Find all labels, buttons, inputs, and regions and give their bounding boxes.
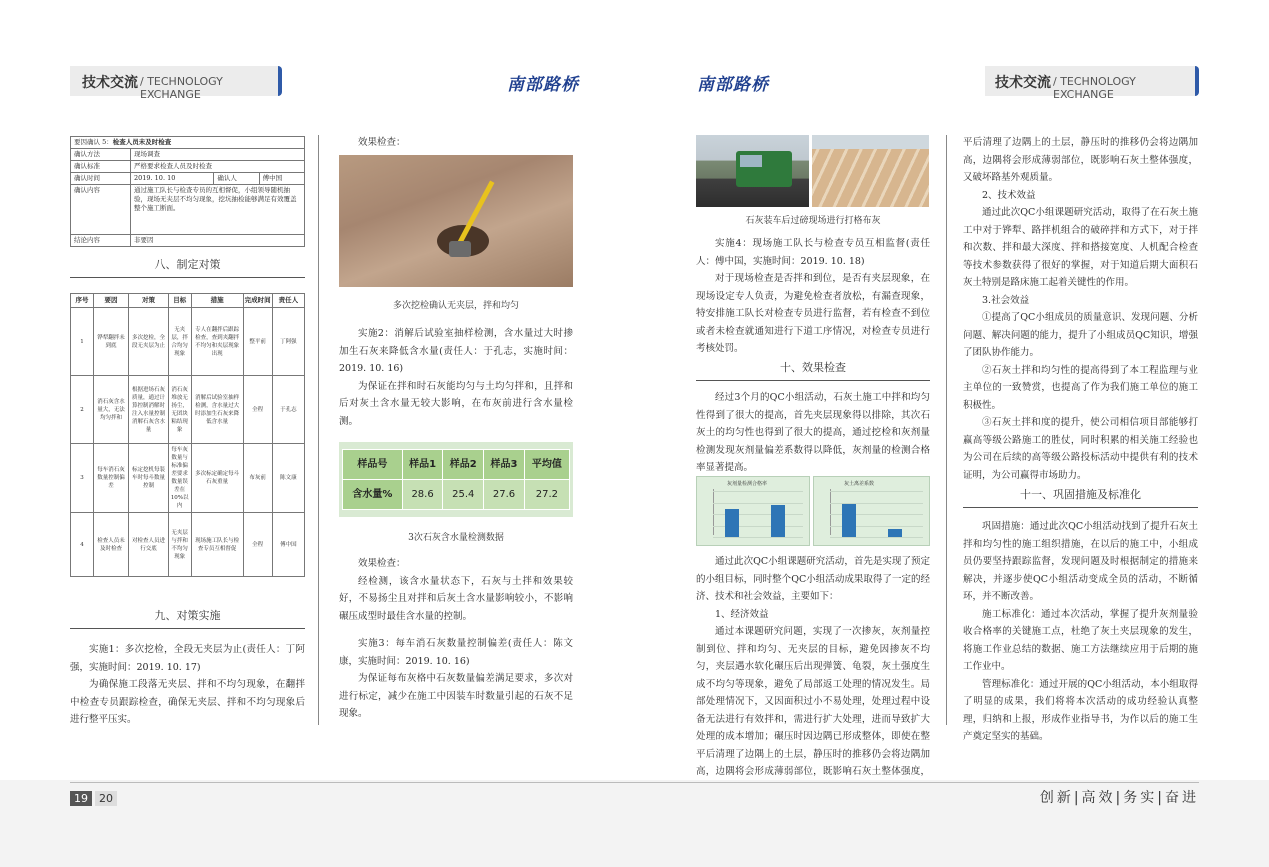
plan-table xyxy=(70,293,305,577)
sample-value-row xyxy=(343,480,570,510)
table-row xyxy=(71,513,305,577)
chart-bar xyxy=(842,504,856,537)
table-cell: 现场调查 xyxy=(131,149,305,161)
chart-deviation xyxy=(813,476,930,546)
table-cell: 确认标准 xyxy=(71,161,131,173)
effect2-label: 效果检查： xyxy=(358,558,406,569)
benefit-cont xyxy=(963,134,1198,484)
table-cell: 傅中国 xyxy=(272,513,304,577)
plan-table-wrap xyxy=(70,293,305,577)
photo-truck xyxy=(696,135,809,207)
table-cell: 确认时间 xyxy=(71,173,131,185)
table-cell: 于孔志 xyxy=(272,376,304,444)
consolidate-text xyxy=(963,518,1198,746)
table-cell: 27.6 xyxy=(484,480,525,510)
table-cell: 对检查人员进行交底 xyxy=(129,513,169,577)
table-cell: 消石灰含水量大，无法均匀拌和 xyxy=(93,376,128,444)
truck-cab xyxy=(740,155,762,167)
table-cell: 确认内容 xyxy=(71,185,131,235)
right-header-bar xyxy=(985,66,1195,101)
sample-header-row xyxy=(343,450,570,480)
table-cell: 3 xyxy=(71,444,94,513)
chart-pass-rate xyxy=(696,476,810,546)
effect-para xyxy=(696,389,930,477)
impl4-text xyxy=(696,235,930,358)
benefit-text xyxy=(696,553,930,798)
sample-caption: 3次石灰含水量检测数据 xyxy=(408,533,504,543)
sky xyxy=(812,135,929,149)
consolidate-item: 管理标准化：通过开展的QC小组活动，本小组取得了明显的成果，我们将将本次活动的成功经验认真整理，归纳和上报，形成作业指导书，为作以后的施工生产奠定坚实的基础。 xyxy=(963,678,1198,742)
table-header: 样品1 xyxy=(402,450,443,480)
impl1-body: 为确保施工段落无夹层、拌和不均匀现象，在翻拌中检查专员跟踪检查，确保无夹层、拌和不均匀现象后进行整平压实。 xyxy=(70,679,305,725)
benefit3-title: 3.社会效益 xyxy=(982,294,1030,306)
left-section-title: 技术交流 xyxy=(82,75,138,91)
impl2-title: 实施2：消解后试验室抽样检测，含水量过大时掺加生石灰来降低含水量(责任人：于孔志，实施时间：2019. 10. 16) xyxy=(339,328,573,374)
confirm-table xyxy=(70,136,305,247)
table-row xyxy=(71,308,305,376)
table-cell: 全程 xyxy=(243,513,272,577)
right-header-accent xyxy=(1195,66,1199,96)
table-header: 样品号 xyxy=(343,450,403,480)
left-section-subtitle: / TECHNOLOGY EXCHANGE xyxy=(140,75,223,101)
chart-title: 灰土离差系数 xyxy=(844,481,875,487)
table-header: 目标 xyxy=(168,294,191,308)
benefit2-body: 通过此次QC小组课题研究活动，取得了在石灰土施工中对于铧犁、路拌机组合的破碎拌和方式下，对于拌和次数、拌和最大深度、拌和搭接宽度、人机配合检查等技术参数获得了很好的掌握，对于知道后期大面积石灰土特别是路床施工起着关键性的作用。 xyxy=(963,207,1198,288)
chart-bar xyxy=(725,509,739,537)
table-cell: 通过施工队长与检查专员的互相督促，小组领导随机抽验，现场无夹层不均匀现象，挖坑抽检能够满足有效覆盖整个施工断面。 xyxy=(131,185,305,235)
impl1-title: 实施1：多次挖检，全段无夹层为止(责任人：丁阿强，实施时间：2019. 10. 17) xyxy=(70,644,305,673)
chart-bar xyxy=(771,505,785,537)
table-cell: 陈文康 xyxy=(272,444,304,513)
chart-title: 灰剂量检测合格率 xyxy=(727,481,768,487)
effect2-body: 经检测，该含水量状态下，石灰与土拌和效果较好，不易扬尘且对拌和后灰土含水量影响较小，不影响碾压成型时最佳含水量的控制。 xyxy=(339,575,573,622)
table-cell: 检查人员未及时检查 xyxy=(93,513,128,577)
section-heading: 八、制定对策 xyxy=(154,258,221,271)
table-cell: 多次挖检，全段无夹层为止 xyxy=(129,308,169,376)
table-cell: 含水量% xyxy=(343,480,403,510)
table-cell: 多次标定确定每斗石灰重量 xyxy=(191,444,243,513)
photo2-caption: 石灰装车后过磅现场进行打格布灰 xyxy=(745,216,881,226)
table-header: 要因 xyxy=(93,294,128,308)
brand-logo-right: 南部路桥 xyxy=(697,75,769,95)
table-cell: 确认方法 xyxy=(71,149,131,161)
table-row xyxy=(71,444,305,513)
table-row xyxy=(71,376,305,444)
effect2-text xyxy=(339,555,573,723)
confirm-table-title: 要因确认 5：检查人员未及时检查 xyxy=(71,137,305,149)
table-cell: 2 xyxy=(71,376,94,444)
table-header: 责任人 xyxy=(272,294,304,308)
section-heading: 九、对策实施 xyxy=(154,609,221,622)
effect-label-text: 效果检查： xyxy=(358,137,406,148)
table-cell: 结论内容 xyxy=(71,235,131,247)
impl4-title: 实施4：现场施工队长与检查专员互相监督(责任人：傅中国，实施时间：2019. 10. 18) xyxy=(696,238,930,267)
table-cell: 每车灰数量与标准偏差要求数量误差在10%以内 xyxy=(168,444,191,513)
table-cell: 布灰前 xyxy=(243,444,272,513)
table-header: 样品2 xyxy=(443,450,484,480)
table-cell: 确认人 xyxy=(214,173,259,185)
effect-label xyxy=(339,134,573,152)
table-cell: 根据进场石灰质量，通过计算控制消解时注入水量控制消解石灰含水量 xyxy=(129,376,169,444)
section-rule xyxy=(696,380,930,381)
table-cell: 无夹层，拌合均匀现象 xyxy=(168,308,191,376)
table-header: 完成时间 xyxy=(243,294,272,308)
sample-table xyxy=(342,449,570,510)
sample-moisture-table xyxy=(339,442,573,517)
table-cell: 2019. 10. 10 xyxy=(131,173,214,185)
chart-bar xyxy=(888,529,902,537)
impl2-body: 为保证在拌和时石灰能均匀与土均匀拌和，且拌和后对灰土含水量无较大影响，在布灰前进行含水量检测。 xyxy=(339,380,573,427)
chart-y-axis xyxy=(713,489,714,535)
table-cell: 标定挖机每装车时每斗数量控制 xyxy=(129,444,169,513)
column-divider xyxy=(318,135,319,725)
page-number-left: 19 xyxy=(70,791,92,806)
benefit3-item: ②石灰土拌和均匀性的提高得到了本工程监理与业主单位的一致赞赏，也提高了作为我们施工单位的施工积极性。 xyxy=(963,364,1198,411)
photo-dig-check xyxy=(339,155,573,287)
chart-y-axis xyxy=(830,489,831,535)
footer-slogan: 创新|高效|务实|奋进 xyxy=(1039,790,1199,806)
effect-paragraph: 经过3个月的QC小组活动，石灰土施工中拌和均匀性得到了很大的提高，首先夹层现象得以排除，其次石灰土的均匀性也得到了很大的提高，通过挖检和灰剂量检测发现灰剂量偏差系数得以降低，灰剂量的检测合格率显著提高。 xyxy=(696,392,930,473)
table-cell: 现场施工队长与检查专员互相督促 xyxy=(191,513,243,577)
table-header: 序号 xyxy=(71,294,94,308)
table-cell: 25.4 xyxy=(443,480,484,510)
benefit-intro: 通过此次QC小组课题研究活动，首先是实现了预定的小组目标，同时整个QC小组活动成果取得了一定的经济、技术和社会效益，主要如下： xyxy=(696,556,930,602)
table-cell: 铧犁翻拌未到底 xyxy=(93,308,128,376)
shovel-blade xyxy=(449,241,471,257)
confirm-table-wrap xyxy=(70,136,305,247)
photo-field xyxy=(812,135,929,207)
section-heading: 十、效果检查 xyxy=(780,361,846,374)
table-cell: 丁阿强 xyxy=(272,308,304,376)
table-cell: 消石灰堆放无扬尘，无团块粘结现象 xyxy=(168,376,191,444)
table-cell: 1 xyxy=(71,308,94,376)
chart-gridline xyxy=(713,537,803,538)
impl3-body: 为保证每布灰格中石灰数量偏差满足要求，多次对进行标定，减少在施工中因装车时数量引起的石灰不足现象。 xyxy=(339,673,573,719)
table-cell: 傅中国 xyxy=(259,173,304,185)
benefit1-cont: 平后清理了边隅上的土层，静压时的推移仍会将边隅加高，边隅将会形成薄弱部位，既影响石灰土整体强度，又破坏路基外观质量。 xyxy=(963,137,1198,183)
table-cell: 非要因 xyxy=(131,235,305,247)
table-header: 措施 xyxy=(191,294,243,308)
right-section-subtitle: / TECHNOLOGY EXCHANGE xyxy=(1053,75,1136,101)
table-cell: 28.6 xyxy=(402,480,443,510)
table-cell: 整平前 xyxy=(243,308,272,376)
column-divider xyxy=(946,135,947,725)
page-number-right: 20 xyxy=(95,791,117,806)
chart-gridline xyxy=(713,491,803,492)
section-rule xyxy=(70,628,305,629)
table-cell: 消解后试验室抽样检测，含水量过大时添加生石灰来降低含水量 xyxy=(191,376,243,444)
table-header: 样品3 xyxy=(484,450,525,480)
table-header: 平均值 xyxy=(524,450,569,480)
benefit2-title: 2、技术效益 xyxy=(982,189,1036,201)
benefit3-item: ①提高了QC小组成员的质量意识、发现问题、分析问题、解决问题的能力，提升了小组成员QC知识，增强了团队协作能力。 xyxy=(963,312,1198,358)
left-header-bar xyxy=(70,66,278,101)
left-header-accent xyxy=(278,66,282,96)
benefit3-item: ③石灰土拌和度的提升，使公司相信项目部能够打赢高等级公路施工的胜仗，同时积累的相关施工经验也为公司在后续的高等级公路投标活动中提供有利的技术证明，为公司赢得市场助力。 xyxy=(963,417,1198,481)
benefit1-title: 1、经济效益 xyxy=(715,608,769,620)
consolidate-item: 巩固措施：通过此次QC小组活动找到了提升石灰土拌和均匀性的施工组织措施，在以后的施工中，小组成员仍要坚持跟踪监督，发现问题及时根据制定的措施来解决，并逐步使QC小组活动变成全员的活动，不断循环，并不断改善。 xyxy=(963,521,1198,602)
right-section-title: 技术交流 xyxy=(995,75,1051,91)
impl1-text xyxy=(70,641,305,729)
consolidate-item: 施工标准化：通过本次活动，掌握了提升灰剂量验收合格率的关键施工点，杜绝了灰土夹层现象的发生，将施工作业总结的数据、施工方法继续应用于后期的施工作业中。 xyxy=(963,608,1198,672)
table-cell: 无夹层与拌和不均匀现象 xyxy=(168,513,191,577)
chart-gridline xyxy=(830,537,923,538)
section-rule xyxy=(963,507,1198,508)
table-cell: 全程 xyxy=(243,376,272,444)
table-cell: 每车消石灰数量控制偏差 xyxy=(93,444,128,513)
table-header: 对策 xyxy=(129,294,169,308)
impl4-body: 对于现场检查是否拌和到位，是否有夹层现象，在现场设定专人负责，为避免检查者放松，有漏查现象，特安排施工队长对检查专员进行监督，若有检查不到位或者未检查就通知进行下道工序情况，对检查专员进行考核处罚。 xyxy=(696,273,930,354)
brand-logo-left: 南部路桥 xyxy=(507,75,579,95)
table-cell: 4 xyxy=(71,513,94,577)
section-rule xyxy=(70,277,305,278)
chart-gridline xyxy=(830,491,923,492)
chart-gridline xyxy=(713,503,803,504)
footer-line xyxy=(70,782,1199,783)
section-heading: 十一、巩固措施及标准化 xyxy=(1020,488,1141,501)
table-cell: 严格要求检查人员及时检查 xyxy=(131,161,305,173)
table-cell: 27.2 xyxy=(524,480,569,510)
photo1-caption: 多次挖检确认无夹层，拌和均匀 xyxy=(392,301,519,311)
table-cell: 专人在翻拌后跟踪检查，查到夹翻拌不均匀和夹层现象出现 xyxy=(191,308,243,376)
impl2-text xyxy=(339,325,573,430)
impl3-title: 实施3：每车消石灰数量控制偏差(责任人：陈文康，实施时间：2019. 10. 16) xyxy=(339,638,573,667)
benefit1-body: 通过本课题研究问题，实现了一次掺灰，灰剂量控制到位、拌和均匀、无夹层的目标，避免因掺灰不均匀，夹层遇水软化碾压后出现弹簧、龟裂，灰土强度生成不均匀等现象，避免了局部返工处理的情况发生。局部处理情况下，又因面积过小不易处理，处理过程中设备无法进行有效拌和，需进行扩大处理，进而导致扩大处理的成本增加；碾压时因边隅已形成整体，即使在整平后清理了边隅上的土层，静压时的推移仍会将边隅加高，边隅将会形成薄弱部位，既影响石灰土整体强度， xyxy=(696,626,930,777)
